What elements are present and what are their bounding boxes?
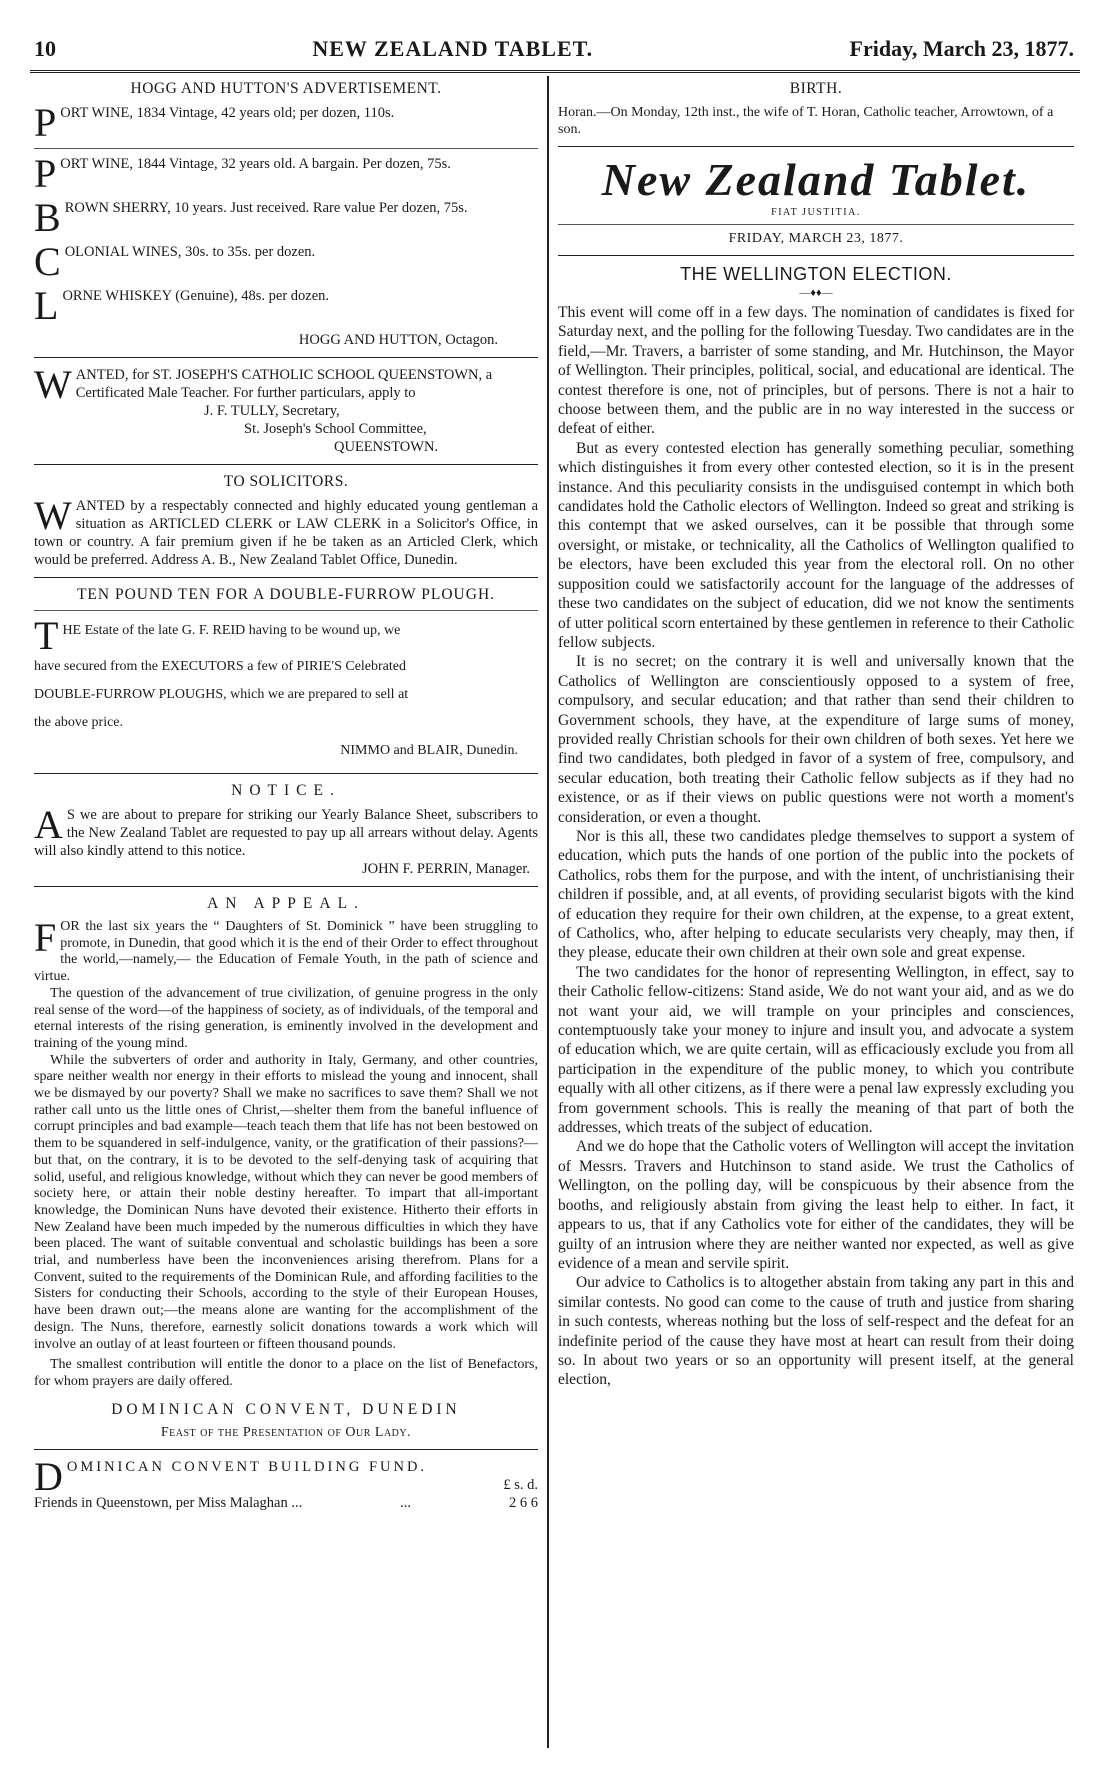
hogg-item-text: ROWN SHERRY, 10 years. Just received. Rare value Per dozen, 75s.	[64, 200, 468, 216]
birth-heading: BIRTH.	[789, 80, 843, 97]
article-paragraph: And we do hope that the Catholic voters of Wellington will accept the invitation of Messrs. Travers and Hutchinson to stand aside. We trust the Catholics of Wellington, on the polling day, will be conspicuous by their absence from the booths, and religiously abstain from giving the least help to either. In fact, it appears to us, that if any Catholics vote for either of the candidates, they will be guilty of an intrusion where they are neither wanted nor expected, as well as give evidence of a mean and servile spirit.	[558, 1138, 1074, 1272]
editorial-dateline: FRIDAY, MARCH 23, 1877.	[728, 231, 904, 246]
drop-cap: F	[34, 915, 57, 960]
drop-cap: T	[34, 613, 59, 658]
divider	[34, 577, 538, 578]
hogg-item	[34, 283, 538, 328]
divider	[34, 357, 538, 358]
fund-entry	[34, 1494, 538, 1512]
plough-signature: NIMMO and BLAIR, Dunedin.	[340, 743, 518, 758]
article-body	[558, 303, 1074, 1390]
drop-cap: P	[34, 151, 57, 196]
hogg-item-text: ORNE WHISKEY (Genuine), 48s. per dozen.	[62, 288, 330, 304]
solicitors-ad	[34, 493, 538, 569]
teacher-sig-place: QUEENSTOWN.	[334, 439, 439, 455]
column-divider	[547, 76, 549, 1748]
fund-currency: £ s. d.	[503, 1476, 538, 1493]
wanted-teacher-text: ANTED, for ST. JOSEPH'S CATHOLIC SCHOOL QUEENSTOWN, a Certificated Male Teacher. For further particulars, apply to	[75, 367, 493, 401]
issue-date: Friday, March 23, 1877.	[849, 36, 1074, 61]
drop-cap: P	[34, 100, 57, 145]
title-ornament: —♦♦—	[799, 287, 833, 299]
article-paragraph: Our advice to Catholics is to altogether abstain from taking any part in this and similar contests. No good can come to the cause of truth and justice from sharing in such contests, whereas nothing but the loss of self-respect and the defeat for an indefinite period of the cause they have most at heart can result from their doing so. In about two years or so an opportunity will present itself, at the general election,	[558, 1274, 1074, 1389]
drop-cap: C	[34, 239, 61, 284]
plough-line: HE Estate of the late G. F. REID having to be wound up, we	[62, 623, 401, 638]
appeal-paragraph: While the subverters of order and authority in Italy, Germany, and other countries, spare neither wealth nor energy in their efforts to mislead the young and innocent, shall we be dismayed by our poverty? Shall we make no sacrifices to save them? Shall we not rather call unto us the little ones of Christ,—shelter them from the baneful influence of corrupt principles and bad example—teach teach them that life has not been bestowed on them to be squandered in self-indulgence, vanity, or the gratification of their passions?—but that, on the contrary, it is to be devoted to the self-denying task of acquiring that solid, useful, and religious knowledge, without which they can never be good members of society here, or attain their noble destiny hereafter. To impart that all-important knowledge, the Dominican Nuns have devoted their existence. Hitherto their efforts in New Zealand have been much impeded by the numerous difficulties in which they have been placed. The want of suitable conventual and scholastic buildings has been a sore trial, and numberless have been the inconveniences arising therefrom. Plans for a Convent, suited to the requirements of the Dominican Rule, and affording facilities to the Sisters for conducting their Schools, according to the style of their European Houses, have been drawn out;—the means alone are wanting for the accomplishment of the design. The Nuns, therefore, earnestly solicit donations towards a work which will involve an outlay of at least fourteen or fifteen thousand pounds.	[34, 1052, 538, 1352]
birth-notice: Horan.—On Monday, 12th inst., the wife of T. Horan, Catholic teacher, Arrowtown, of a son.	[558, 105, 1054, 137]
hogg-item	[34, 239, 538, 284]
plough-ad	[34, 613, 538, 765]
notice-text: S we are about to prepare for striking our Yearly Balance Sheet, subscribers to the New Zealand Tablet are requested to pay up all arrears without delay. Agents will also kindly attend to this notice.	[34, 807, 538, 859]
drop-cap: D	[34, 1453, 63, 1499]
appeal-paragraph: OR the last six years the “ Daughters of St. Dominick ” have been struggling to promote, in Dunedin, that good which it is the end of their Order to effect throughout the world,—namely,— the Education of Female Youth, in the path of science and virtue.	[34, 919, 538, 985]
hogg-item-text: OLONIAL WINES, 30s. to 35s. per dozen.	[64, 244, 316, 260]
feast-line: Feast of the Presentation of Our Lady.	[160, 1424, 412, 1440]
divider	[558, 146, 1074, 147]
page-number: 10	[34, 36, 56, 61]
hogg-item-text: ORT WINE, 1844 Vintage, 32 years old. A bargain. Per dozen, 75s.	[60, 156, 451, 172]
tablet-motto: FIAT JUSTITIA.	[771, 207, 861, 218]
fund-entry-amount: 2 6 6	[509, 1494, 538, 1511]
notice-signature: JOHN F. PERRIN, Manager.	[361, 861, 530, 877]
divider	[558, 255, 1074, 256]
appeal-heading: AN APPEAL.	[207, 895, 365, 912]
article-paragraph: But as every contested election has generally something peculiar, something which distinguishes it from every other contested election, so it is in the present instance. And this peculiarity consists in the undisguised contempt in which both candidates hold the Catholic electors of Wellington. Indeed so great and striking is this contempt that we asked ourselves, can it be possible that through some oversight, or mistake, or technicality, all the Catholics of Wellington qualified to be electors, have been excluded this year from the electoral roll. On no other supposition could we satisfactorily account for the language of the addresses of these two candidates on the subject of education, did we not know the sentiments of utter political scorn entertained by these gentlemen in reference to their Catholic fellow subjects.	[558, 439, 1074, 651]
fund-heading: OMINICAN CONVENT BUILDING FUND.	[66, 1458, 428, 1475]
divider	[34, 610, 538, 611]
left-column	[34, 78, 538, 1520]
divider	[558, 224, 1074, 225]
drop-cap: W	[34, 493, 72, 538]
article-title: THE WELLINGTON ELECTION.	[680, 264, 952, 284]
divider	[34, 1449, 538, 1450]
hogg-item	[34, 100, 538, 145]
solicitors-heading: TO SOLICITORS.	[223, 473, 349, 490]
drop-cap: B	[34, 195, 61, 240]
appeal-paragraph: The question of the advancement of true civilization, of genuine progress in the only real sense of the word—of the happiness of society, as of individuals, of the temporal and eternal interests of the rising generation, is eminently involved in the development and training of the young mind.	[34, 985, 538, 1051]
fund-entry-label: Friends in Queenstown, per Miss Malaghan ...	[34, 1494, 303, 1511]
tablet-nameplate: New Zealand Tablet.	[601, 154, 1031, 205]
divider	[34, 886, 538, 887]
divider	[34, 148, 538, 149]
teacher-sig-committee: St. Joseph's School Committee,	[244, 421, 427, 437]
plough-line: DOUBLE-FURROW PLOUGHS, which we are prepared to sell at	[34, 687, 409, 702]
hogg-item	[34, 195, 538, 240]
paper-title: NEW ZEALAND TABLET.	[312, 36, 594, 61]
hogg-item	[34, 151, 538, 196]
appeal-paragraph: The smallest contribution will entitle the donor to a place on the list of Benefactors, for whom prayers are daily offered.	[34, 1357, 538, 1389]
drop-cap: A	[34, 802, 63, 847]
drop-cap: L	[34, 283, 59, 328]
fund-entry-dots: ...	[400, 1494, 412, 1511]
right-column	[558, 78, 1074, 1390]
hogg-item-text: ORT WINE, 1834 Vintage, 42 years old; per dozen, 110s.	[60, 105, 395, 121]
divider	[34, 773, 538, 774]
masthead-rule	[30, 70, 1080, 73]
solicitors-text: ANTED by a respectably connected and highly educated young gentleman a situation as ARTICLED CLERK or LAW CLERK in a Solicitor's Office, in town or country. A fair premium given if he be taken as an Articled Clerk, which would be preferred. Address A. B., New Zealand Tablet Office, Dunedin.	[34, 498, 538, 568]
page-masthead	[34, 36, 1074, 66]
wanted-teacher-ad	[34, 362, 538, 456]
plough-heading: TEN POUND TEN FOR A DOUBLE-FURROW PLOUGH.	[76, 586, 496, 603]
plough-line: the above price.	[34, 715, 124, 730]
article-paragraph: It is no secret; on the contrary it is well and universally known that the Catholics of Wellington are conscientiously opposed to a system of free, compulsory, and secular education; and that rather than send their children to Government schools, they have, at the expenditure of large sums of money, provided really Christian schools for their own children of both sexes. Yet here we find two candidates, both pledged in favor of a system of free, compulsory, and secular education, both treating their Catholic fellow subjects as if they had no existence, or as if their views on public questions were not worth a moment's consideration, or even a thought.	[558, 653, 1074, 826]
divider	[34, 464, 538, 465]
teacher-sig-name: J. F. TULLY, Secretary,	[204, 403, 340, 419]
notice-heading: NOTICE.	[231, 782, 341, 799]
convent-name: DOMINICAN CONVENT, DUNEDIN	[111, 1400, 461, 1418]
plough-line: have secured from the EXECUTORS a few of PIRIE'S Celebrated	[34, 659, 406, 674]
article-paragraph: Nor is this all, these two candidates pledge themselves to support a system of education, which puts the hands of one portion of the public into the pockets of Catholics, robs them for the purpose, and with the intent, of unchristianising their children if possible, and, at all events, of providing secularist bigots with the kind of education they require for their own children, at the expense, to a great extent, of Catholics, who, after helping to educate secularists very cheaply, may then, if they please, educate their own children at their own sole and great expense.	[558, 827, 1074, 962]
hogg-signature: HOGG AND HUTTON, Octagon.	[298, 332, 498, 348]
notice-ad	[34, 802, 538, 878]
hogg-heading: HOGG AND HUTTON'S ADVERTISEMENT.	[130, 80, 442, 97]
appeal-ad	[34, 915, 538, 1391]
article-paragraph: The two candidates for the honor of representing Wellington, in effect, say to their Catholic fellow-citizens: Stand aside, We do not want your aid, and as we do not want your aid, we will trample on your principles and consciences, contemptuously take your money to injure and insult you, and advocate a system of education which, we are quite certain, will as efficaciously exclude you from all participation in the expenditure of the public money, to which you contribute equally with all other citizens, as if there were a penal law expressly excluding you from government schools. This is really the meaning of that part of both the addresses, which treats of the subject of education.	[558, 963, 1074, 1137]
fund-ad	[34, 1453, 538, 1512]
article-paragraph: This event will come off in a few days. The nomination of candidates is fixed for Saturday next, and the polling for the following Tuesday. Two candidates are in the field,—Mr. Travers, a barrister of some standing, and Mr. Hutchinson, the Mayor of Wellington. Their principles, political, social, and educational are identical. The contest therefore is one, not of principles, but of persons. There is not a hair to choose between them, and the public are in no way interested in the success or defeat of either.	[558, 304, 1074, 438]
drop-cap: W	[34, 362, 72, 407]
